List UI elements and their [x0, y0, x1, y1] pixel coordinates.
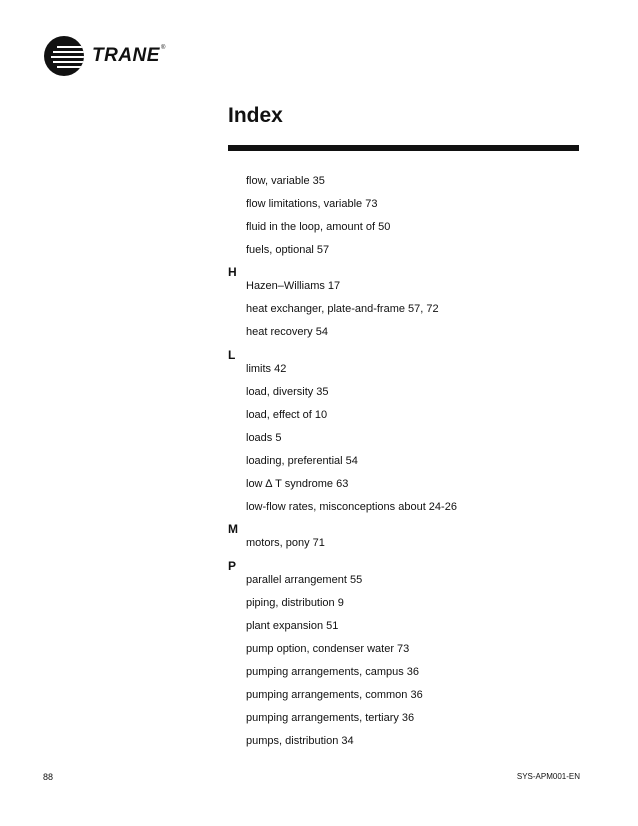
- index-entry: flow, variable 35: [246, 175, 325, 187]
- index-entry: piping, distribution 9: [246, 597, 344, 609]
- index-entry: pumping arrangements, campus 36: [246, 666, 420, 678]
- page-title: Index: [228, 104, 283, 127]
- section-letter-h: H: [228, 265, 237, 279]
- index-entry: parallel arrangement 55: [246, 574, 363, 586]
- index-entry: fluid in the loop, amount of 50: [246, 221, 391, 233]
- section-letter-p: P: [228, 559, 237, 573]
- section-letter-l: L: [228, 348, 236, 362]
- document-code: SYS-APM001-EN: [516, 772, 580, 781]
- index-entry: pump option, condenser water 73: [246, 643, 410, 655]
- index-entry: limits 42: [246, 363, 287, 375]
- index-entry: plant expansion 51: [246, 620, 339, 632]
- index-entry: load, effect of 10: [246, 409, 328, 421]
- index-entry: flow limitations, variable 73: [246, 198, 378, 210]
- index-entry: pumping arrangements, tertiary 36: [246, 712, 415, 724]
- brand-wordmark: TRANE®: [92, 45, 166, 66]
- index-entry: low ∆ T syndrome 63: [246, 478, 349, 490]
- index-entry: low-flow rates, misconceptions about 24-26: [246, 501, 457, 513]
- index-entry: motors, pony 71: [246, 537, 325, 549]
- section-letter-m: M: [228, 522, 238, 536]
- index-entry: fuels, optional 57: [246, 244, 330, 256]
- index-entry: pumps, distribution 34: [246, 735, 354, 747]
- index-entry: loading, preferential 54: [246, 455, 358, 467]
- index-entry: load, diversity 35: [246, 386, 329, 398]
- index-entry: heat recovery 54: [246, 326, 328, 338]
- page-number: 88: [43, 772, 54, 782]
- index-entry: heat exchanger, plate-and-frame 57, 72: [246, 303, 439, 315]
- index-entry: pumping arrangements, common 36: [246, 689, 423, 701]
- index-entry: loads 5: [246, 432, 282, 444]
- index-entry: Hazen–Williams 17: [246, 280, 341, 292]
